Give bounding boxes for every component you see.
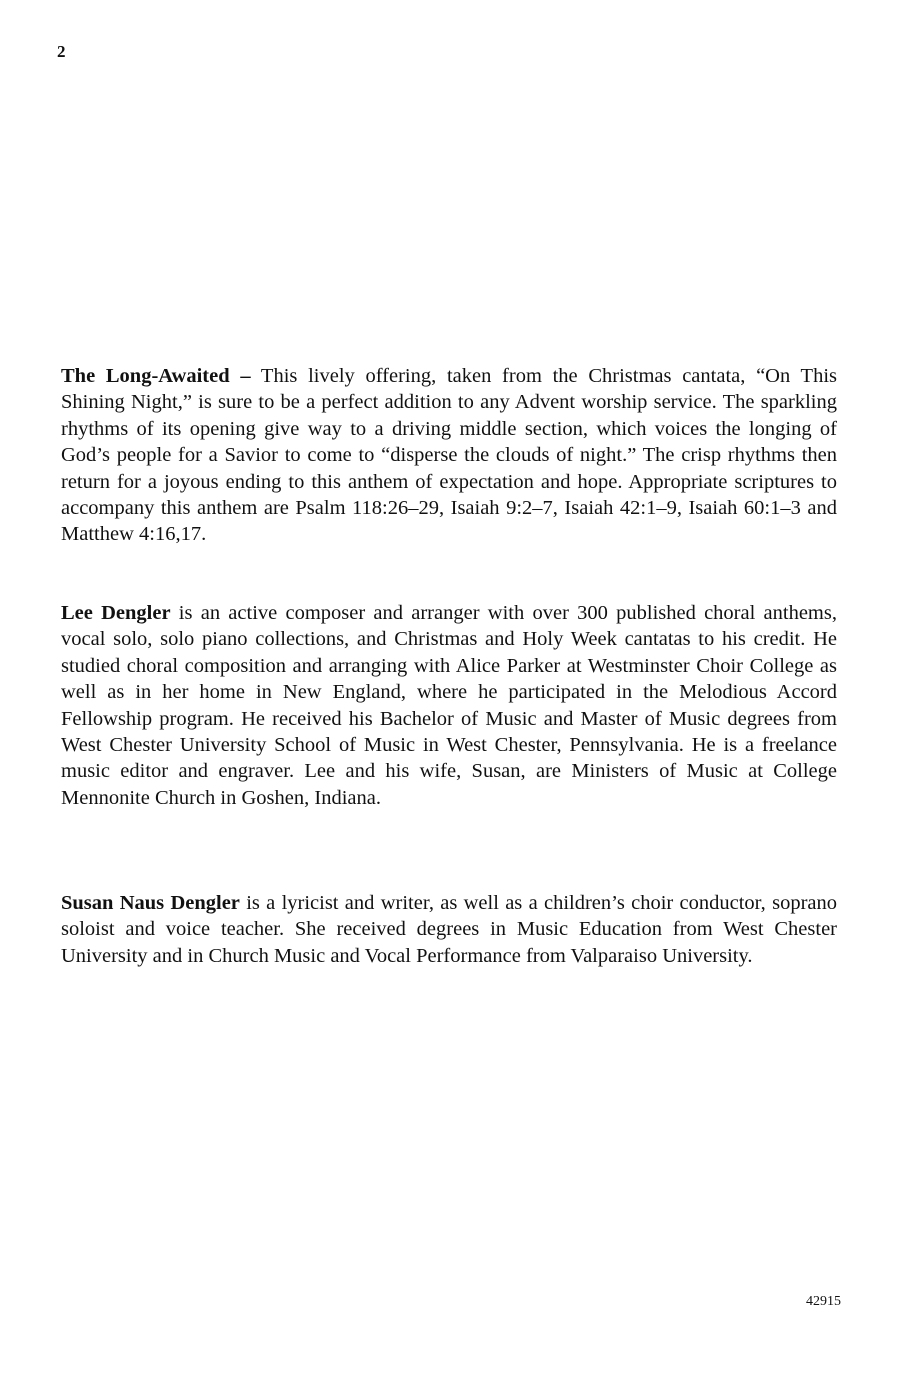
page-number: 2 <box>57 42 66 61</box>
anthem-description-text: This lively offering, taken from the Christmas cantata, “On This Shining Night,” is sure to be a perfect addition to any Advent worship service. The sparkling rhythms of its opening give way to a driving middle section, which voices the longing of God’s people for a Savior to come to “disperse the clouds of night.” The crisp rhythms then return for a joyous ending to this anthem of expectation and hope. Appropriate scriptures to accompany this anthem are Psalm 118:26–29, Isaiah 9:2–7, Isaiah 42:1–9, Isaiah 60:1–3 and Matthew 4:16,17. <box>61 365 837 546</box>
composer-name: Lee Dengler <box>61 602 171 624</box>
composer-bio-paragraph <box>61 600 837 811</box>
catalog-number: 42915 <box>806 1294 841 1309</box>
lyricist-name: Susan Naus Dengler <box>61 892 240 914</box>
anthem-description-paragraph <box>61 363 837 548</box>
composer-bio-text: is an active composer and arranger with over 300 published choral anthems, vocal solo, solo piano collections, and Christmas and Holy Week cantatas to his credit. He studied choral composition and arranging with Alice Parker at Westminster Choir College as well as in her home in New England, where he participated in the Melodious Accord Fellowship program. He received his Bachelor of Music and Master of Music degrees from West Chester University School of Music in West Chester, Pennsylvania. He is a freelance music editor and engraver. Lee and his wife, Susan, are Ministers of Music at College Mennonite Church in Goshen, Indiana. <box>61 602 837 809</box>
lyricist-bio-paragraph <box>61 890 837 969</box>
lyricist-bio-text: is a lyricist and writer, as well as a children’s choir conductor, soprano soloist and voice teacher. She received degrees in Music Education from West Chester University and in Church Music and Vocal Performance from Valparaiso University. <box>61 892 837 967</box>
anthem-title: The Long-Awaited – <box>61 365 251 387</box>
